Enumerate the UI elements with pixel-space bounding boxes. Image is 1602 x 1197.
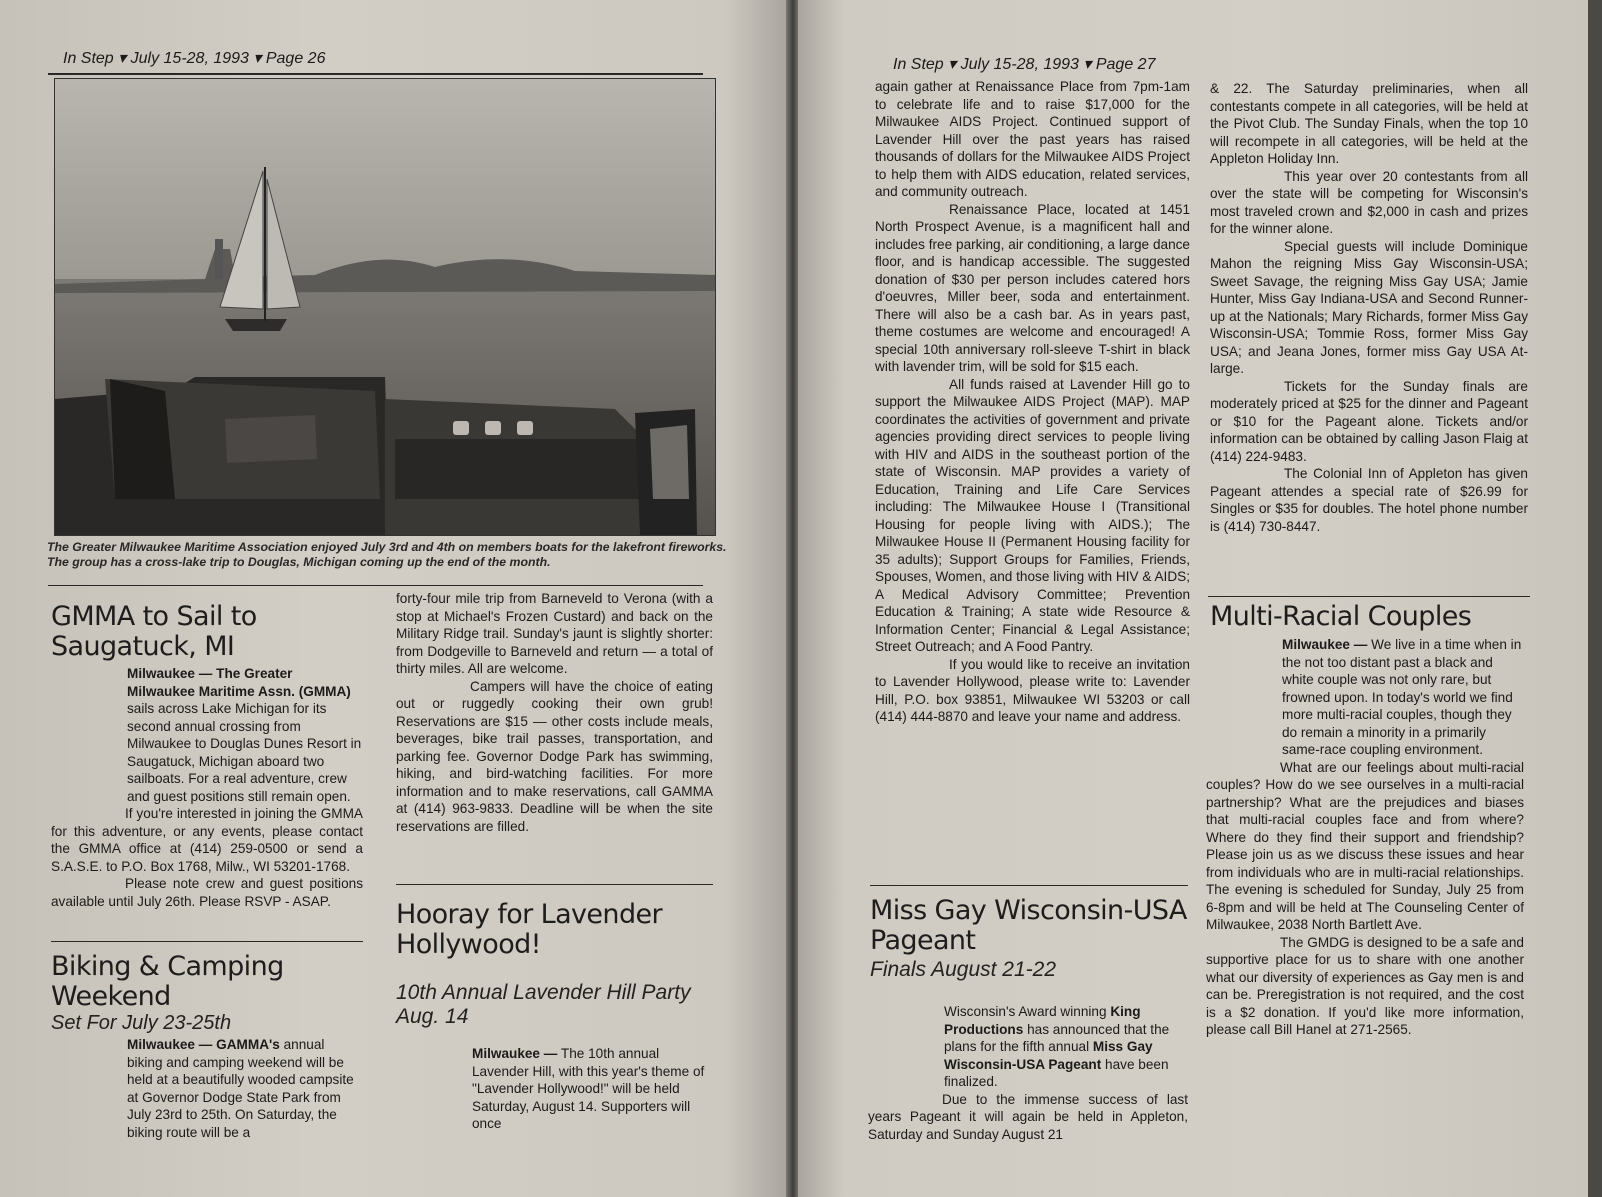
- gmma-p1-text: sails across Lake Michigan for its second annual crossing from Milwaukee to Douglas Dunes Resort in Saugatuck, Michigan aboard two sailboats. For a real adventure, crew and guest positions still remain open.: [127, 701, 362, 804]
- lavender-article-continued: [875, 78, 1190, 726]
- biking-dateline: Milwaukee: [127, 1037, 195, 1052]
- lavender-article-body: [396, 1045, 713, 1133]
- photo-caption: The Greater Milwaukee Maritime Association enjoyed July 3rd and 4th on members boats for the lakefront fireworks. The group has a cross-lake trip to Douglas, Michigan coming up the end of the month.: [47, 540, 727, 569]
- multiracial-article-body: [1206, 636, 1524, 1039]
- running-head-right: In Step ▾ July 15-28, 1993 ▾ Page 27: [893, 56, 1156, 73]
- biking-p1-continued: forty-four mile trip from Barneveld to Verona (with a stop at Michael's Frozen Custard) and back on the Military Ridge trail. Sunday's jaunt is slightly shorter: from Dodgeville to Barneveld and return — a total of thirty miles. All are welcome.: [396, 591, 713, 676]
- pageant-p1-b: has announced that the plans for the fifth annual: [944, 1021, 1170, 1054]
- pageant-bold-king: King Productions: [944, 1004, 1141, 1037]
- running-head-left: In Step ▾ July 15-28, 1993 ▾ Page 26: [63, 50, 326, 67]
- gmma-paragraph-1: Milwaukee — The Greater Milwaukee Maritime Assn. (GMMA) sails across Lake Michigan for its second annual crossing from Milwaukee to Douglas Dunes Resort in Saugatuck, Michigan aboard two sailboats. For a real adventure, crew and guest positions still remain open.: [127, 666, 362, 804]
- pageant-paragraph-3: This year over 20 contestants from all over the state will be competing for Wisconsin's most traveled crown and $2,000 in cash and prizes for the winner alone.: [1210, 168, 1528, 236]
- multiracial-paragraph-3: The GMDG is designed to be a safe and supportive place for us to share with one another what our diversity of experiences as Gay men is and can be. Preregistration is not required, and the cost is a $2 donation. If you'd like more information, please call Bill Hanel at 271-2565.: [1206, 934, 1524, 1037]
- biking-p1-text: annual biking and camping weekend will be held at a beautifully wooded campsite at Governor Dodge State Park from July 23rd to 25th. On Saturday, the biking route will be a: [127, 1037, 354, 1140]
- biking-article-continued: [396, 590, 713, 835]
- biking-subhead: Set For July 23-25th: [51, 1012, 232, 1034]
- gmma-article-body: [51, 665, 363, 910]
- biking-lead: GAMMA's: [216, 1037, 280, 1052]
- pageant-end-rule: [1208, 596, 1530, 597]
- gmma-end-rule: [51, 941, 363, 942]
- pageant-paragraph-6: The Colonial Inn of Appleton has given Pageant attendes a special rate of $26.99 for Singles or $35 for doubles. The hotel phone number is (414) 730-8447.: [1210, 466, 1528, 534]
- right-page: [798, 0, 1588, 1197]
- pageant-headline: Miss Gay Wisconsin-USA Pageant: [870, 895, 1187, 956]
- pageant-p1-a: Wisconsin's Award winning: [944, 1004, 1107, 1019]
- page-edge: [1588, 0, 1602, 1197]
- pageant-paragraph-2: Due to the immense success of last years Pageant it will again be held in Appleton, Saturday and Sunday August 21: [868, 1091, 1188, 1142]
- multiracial-headline: Multi-Racial Couples: [1210, 601, 1472, 632]
- sailboat-photo-illustration: [55, 79, 715, 535]
- gmma-paragraph-3: Please note crew and guest positions available until July 26th. Please RSVP - ASAP.: [51, 876, 363, 909]
- lavender-paragraph-3: Renaissance Place, located at 1451 North Prospect Avenue, is a magnificent hall and includes free parking, air conditioning, a large dance floor, and is handicap accessible. The suggested donation of $30 per person includes catered hors d'oeuvres, Miller beer, soda and entertainment. There will also be a cash bar. As in years past, theme costumes are welcome and encouraged! A special 10th anniversary roll-sleeve T-shirt in black with lavender trim, will be sold for $15 each.: [875, 201, 1190, 374]
- biking-paragraph-2: Campers will have the choice of eating out or ruggedly cooking their own grub! Reservations are $15 — other costs include meals, beverages, bike trail passes, transportation, and parking fee. Governor Dodge Park has swimming, hiking, and bird-watching facilities. For more information and to make reservations, call GAMMA at (414) 963-9833. Deadline will be when the site reservations are filled.: [396, 678, 713, 834]
- gmma-dateline: Milwaukee: [127, 666, 195, 681]
- lavender-end-rule: [870, 885, 1188, 886]
- pageant-article-body: [868, 1003, 1188, 1143]
- lavender-paragraph-4: All funds raised at Lavender Hill go to support the Milwaukee AIDS Project (MAP). MAP coordinates the activities of government and private agencies providing direct services to people living with HIV and AIDS in the southeast portion of the state of Wisconsin. MAP provides a variety of Education, Training and Life Care Services including: The Milwaukee House I (Transitional Housing for people living with AIDS.); The Milwaukee House II (Permanent Housing facility for 35 adults); Support Groups for Families, Friends, Spouses, Women, and those living with HIV & AIDS; A Medical Advisory Committee; Prevention Education & Training; A state wide Resource & Information Center; Financial & Legal Assistance; Street Outreach; and A Food Pantry.: [875, 376, 1190, 654]
- lavender-headline: Hooray for Lavender Hollywood!: [396, 899, 662, 960]
- lavender-paragraph-5: If you would like to receive an invitation to Lavender Hollywood, please write to: Lavender Hill, P.O. box 93851, Milwaukee WI 53203 or call (414) 444-8870 and leave your name and address.: [875, 656, 1190, 724]
- pageant-paragraph-5: Tickets for the Sunday finals are moderately priced at $25 for the dinner and Pageant or $10 for the Pageant alone. Tickets and/or information can be obtained by calling Jason Flaig at (414) 224-9483.: [1210, 378, 1528, 464]
- pageant-subhead: Finals August 21-22: [870, 958, 1056, 981]
- photo-sailboat: [54, 78, 716, 536]
- pageant-article-continued: [1210, 80, 1528, 535]
- pageant-p2-continued: & 22. The Saturday preliminaries, when all contestants compete in all categories, will be held at the Pivot Club. The Sunday Finals, when the top 10 will recompete in all categories, will be held at the Appleton Holiday Inn.: [1210, 81, 1528, 166]
- multiracial-paragraph-1: Milwaukee — We live in a time when in the not too distant past a black and white couple was not only rare, but frowned upon. In today's world we find more multi-racial couples, though they do remain a minority in a primarily same-race coupling environment.: [1282, 637, 1522, 757]
- multiracial-dateline: Milwaukee: [1282, 637, 1350, 652]
- caption-rule: [48, 585, 703, 586]
- multiracial-paragraph-2: What are our feelings about multi-racial couples? How do we see ourselves in a multi-racial partnership? What are the prejudices and biases that multi-racial couples face and from where? Where do they find their support and friendship? Please join us as we discuss these issues and hear from individuals who are in multi-racial relationships. The evening is scheduled for Sunday, July 25 from 6-8pm and will be held at The Counseling Center of Milwaukee, 2038 North Bartlett Ave.: [1206, 759, 1524, 932]
- lavender-dateline: Milwaukee: [472, 1046, 540, 1061]
- lavender-subhead: 10th Annual Lavender Hill Party Aug. 14: [396, 981, 691, 1028]
- lavender-p1-text: The 10th annual Lavender Hill, with this year's theme of "Lavender Hollywood!" will be held Saturday, August 14. Supporters will once: [472, 1046, 705, 1131]
- biking-article-body: [51, 1036, 363, 1141]
- pageant-bold-title: Miss Gay Wisconsin-USA Pageant: [944, 1039, 1153, 1072]
- sailboat-hull: [225, 319, 287, 331]
- gmma-paragraph-2: If you're interested in joining the GMMA for this adventure, or any events, please contact the GMMA office at (414) 259-0500 or send a S.A.S.E. to P.O. Box 1768, Milw., WI 53201-1768.: [51, 806, 363, 874]
- multiracial-p1-text: We live in a time when in the not too distant past a black and white couple was not only rare, but frowned upon. In today's world we find more multi-racial couples, though they do remain a minority in a primarily same-race coupling environment.: [1282, 637, 1522, 757]
- biking-paragraph-1: Milwaukee — GAMMA's annual biking and camping weekend will be held at a beautifully wooded campsite at Governor Dodge State Park from July 23rd to 25th. On Saturday, the biking route will be a: [127, 1037, 354, 1140]
- header-rule-left: [48, 73, 703, 75]
- gmma-lead: The Greater Milwaukee Maritime Assn. (GMMA): [127, 666, 351, 699]
- lavender-paragraph-2: again gather at Renaissance Place from 7pm-1am to celebrate life and to raise $17,000 for the Milwaukee AIDS Project. Continued support of Lavender Hill over the past years has raised thousands of dollars for the Milwaukee AIDS Project to help them with AIDS education, related services, and community outreach.: [875, 79, 1190, 199]
- left-page: [0, 0, 788, 1197]
- pageant-paragraph-4: Special guests will include Dominique Mahon the reigning Miss Gay Wisconsin-USA; Sweet Savage, the reigning Miss Gay USA; Jamie Hunter, Miss Gay Indiana-USA and Second Runner-up at the Nationals; Mary Richards, former Miss Gay Wisconsin-USA; Tommie Ross, former Miss Gay USA; and Jeana Jones, former miss Gay USA At-large.: [1210, 238, 1528, 376]
- gmma-headline: GMMA to Sail to Saugatuck, MI: [51, 601, 257, 662]
- biking-end-rule: [396, 884, 713, 885]
- pageant-paragraph-1: [868, 1003, 1188, 1091]
- lavender-paragraph-1: Milwaukee — The 10th annual Lavender Hill, with this year's theme of "Lavender Hollywood!" will be held Saturday, August 14. Supporters will once: [472, 1046, 705, 1131]
- pageant-p1-c: have been finalized.: [944, 1056, 1169, 1089]
- biking-headline: Biking & Camping Weekend: [51, 951, 284, 1012]
